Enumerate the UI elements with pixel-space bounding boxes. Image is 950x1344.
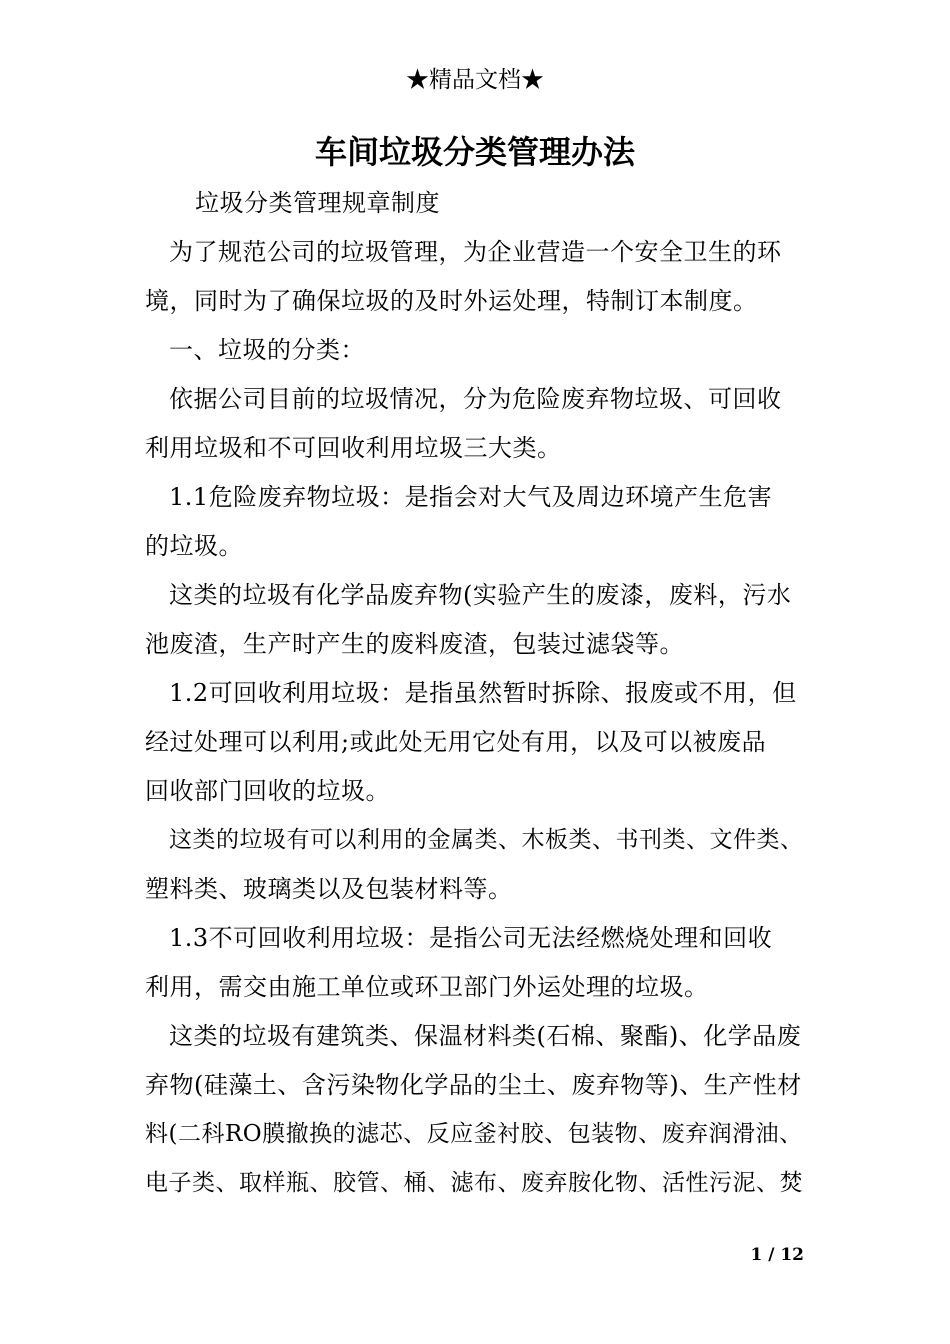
body-line: 的垃圾。 (145, 532, 243, 560)
body-line: 料(二科RO膜撤换的滤芯、反应釜衬胶、包装物、废弃润滑油、 (145, 1121, 803, 1147)
body-line: 为了规范公司的垃圾管理，为企业营造一个安全卫生的环 (169, 238, 782, 266)
body-line: 这类的垃圾有可以利用的金属类、木板类、书刊类、文件类、 (169, 827, 804, 853)
body-line: 回收部门回收的垃圾。 (145, 777, 390, 805)
body-line: 利用，需交由施工单位或环卫部门外运处理的垃圾。 (145, 973, 709, 1001)
body-line: 池废渣，生产时产生的废料废渣，包装过滤袋等。 (145, 630, 684, 658)
page-header: ★精品文档★ (406, 67, 544, 93)
page-number: 1 / 12 (750, 1245, 804, 1265)
body-line: 1.3不可回收利用垃圾：是指公司无法经燃烧处理和回收 (169, 924, 773, 952)
body-line: 一、垃圾的分类： (169, 336, 365, 364)
body-line: 这类的垃圾有建筑类、保温材料类(石棉、聚酯)、化学品废 (169, 1022, 802, 1050)
body-line: 垃圾分类管理规章制度 (195, 189, 440, 217)
body-line: 利用垃圾和不可回收利用垃圾三大类。 (145, 434, 562, 462)
body-line: 这类的垃圾有化学品废弃物(实验产生的废漆，废料，污水 (169, 581, 792, 609)
document-title: 车间垃圾分类管理办法 (314, 133, 635, 171)
body-line: 1.1危险废弃物垃圾：是指会对大气及周边环境产生危害 (169, 483, 773, 511)
body-line: 塑料类、玻璃类以及包装材料等。 (145, 875, 513, 903)
body-line: 1.2可回收利用垃圾：是指虽然暂时拆除、报废或不用，但 (169, 679, 797, 707)
body-line: 弃物(硅藻土、含污染物化学品的尘土、废弃物等)、生产性材 (145, 1071, 802, 1099)
body-line: 境，同时为了确保垃圾的及时外运处理，特制订本制度。 (145, 287, 758, 315)
body-line: 电子类、取样瓶、胶管、桶、滤布、废弃胺化物、活性污泥、焚 (145, 1170, 803, 1196)
body-line: 经过处理可以利用;或此处无用它处有用，以及可以被废品 (145, 728, 767, 756)
document-body (145, 179, 815, 1208)
body-line: 依据公司目前的垃圾情况，分为危险废弃物垃圾、可回收 (169, 385, 782, 413)
